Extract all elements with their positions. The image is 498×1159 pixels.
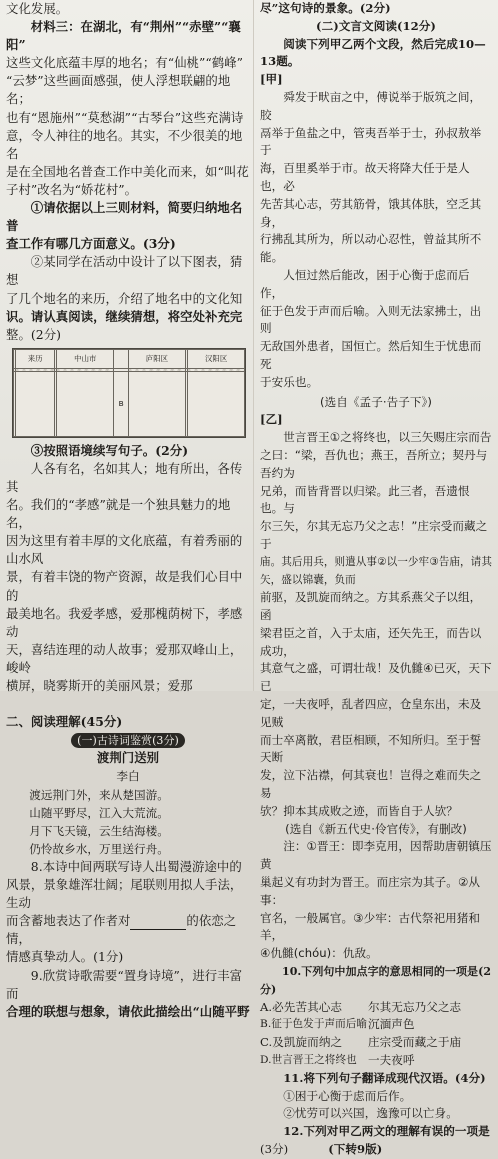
question-8: 8.本诗中间两联写诗人出蜀漫游途中的: [30, 858, 242, 874]
q10-option-c[interactable]: [260, 1034, 492, 1052]
poem-line: 月下飞天镜，云生结海楼。: [29, 823, 169, 838]
passage-line: 之曰：“梁，吾仇也；燕王，吾所立；契丹与吾约为: [260, 447, 488, 480]
subsection-badge: (一)古诗词鉴赏(3分): [71, 733, 185, 748]
passage-line: 先苦其心志，劳其筋骨，饿其体肤，空乏其身，: [260, 196, 482, 229]
passage-label: [乙]: [260, 412, 283, 427]
question-9-cont: 合理的联想与想象，请依此描绘出“山随平野: [6, 1003, 250, 1019]
q10-option-b[interactable]: [260, 1016, 492, 1034]
table-header-cell: 庐阳区: [129, 349, 186, 368]
option-text: A.必先苦其心志: [260, 999, 343, 1014]
passage-line: 定，一夫夜呼，乱者四应，仓皇东出，未及见贼: [260, 697, 482, 729]
material3-line: 也有“恩施州”“莫愁湖”“古琴台”这些充满诗: [6, 109, 244, 125]
question-3: ③按照语境续写句子。(2分): [30, 442, 189, 458]
passage-source: (选自《新五代史·伶官传》，有删改): [285, 821, 467, 836]
passage-line: 无敌国外患者，国恒亡。然后知生于忧患而死: [260, 339, 482, 371]
passage-line: 其意气之盛，可谓壮哉！及仇雠④已灭，天下已: [260, 661, 492, 694]
passage-line: 舜发于畎亩之中，傅说举于版筑之间，胶: [260, 89, 482, 122]
q10-option-a[interactable]: [260, 999, 492, 1017]
note-line: ④仇雠(chóu)：仇敌。: [260, 946, 378, 961]
poem-line: 山随平野尽，江入大荒流。: [29, 805, 169, 820]
passage-label: [甲]: [260, 72, 283, 87]
section-heading: 二、阅读理解(45分): [6, 714, 123, 730]
question-9: 9.欣赏诗歌需要“置身诗境”，进行丰富而: [6, 967, 243, 1001]
table-header-cell: 来历: [16, 349, 55, 368]
question-8-cont: 情感真挚动人。(1分): [6, 949, 124, 965]
passage-line: 人恒过然后能改，困于心衡于虑而后作，: [260, 267, 470, 300]
passage-line: 前驱，及凯旋而纳之。方其系燕父子以组，函: [260, 590, 482, 623]
option-text: D.世言晋王之将终也: [260, 1054, 357, 1067]
material3-line: “云梦”这些画面感强，使人浮想联翩的地名；: [6, 73, 231, 107]
left-column: [6, 0, 250, 1019]
q10-option-d[interactable]: [260, 1052, 492, 1070]
passage-line: 世言晋王①之将终也，以三矢赐庄宗而告: [283, 430, 492, 445]
question-10: 10.下列句中加点字的意思相同的一项是(2分): [260, 965, 492, 996]
question-1-cont: 查工作有哪几方面意义。(3分): [6, 236, 176, 252]
table-cell: [57, 372, 114, 437]
question-2: ②某同学在活动中设计了以下图表，猜想: [6, 254, 243, 288]
passage-line: 尔三矢，尔其无忘乃父之志！”庄宗受而藏之于: [260, 519, 488, 551]
question-8-cont: [6, 912, 250, 948]
question-2-cont: 了几个地名的来历，介绍了地名中的文化知: [6, 290, 243, 306]
option-text: 尔其无忘乃父之志: [368, 999, 462, 1014]
place-name-table: [12, 348, 246, 438]
material3-line: 子村”改名为“娇花村”。: [6, 181, 138, 197]
table-mark: B: [114, 372, 129, 437]
passage-source: (选自《孟子·告子下》): [320, 394, 432, 409]
option-text: 一夫夜呼: [368, 1053, 415, 1068]
material-label: 材料三：在湖北，有“荆州”“赤壁”“襄阳”: [6, 19, 241, 53]
q12-points: (3分): [260, 1142, 289, 1156]
q3-text: 最美地名。我爱孝感，爱那槐荫树下，孝感动: [6, 605, 243, 639]
note-line: 注：①晋王：即李克用，因帮助唐朝镇压黄: [260, 839, 492, 872]
text-line: 文化发展。: [6, 1, 69, 16]
passage-line: 欤？抑本其成败之迹，而皆自于人欤？: [260, 803, 458, 818]
q8-text: 而含蓄地表达了作者对: [6, 913, 131, 929]
poem-title: 渡荆门送别: [96, 750, 160, 766]
option-text: C.及凯旋而纳之: [260, 1035, 343, 1050]
option-text: 沉湎声色: [368, 1017, 415, 1032]
question-1: ①请依据以上三则材料，简要归纳地名普: [6, 200, 243, 234]
continued-note: (下转9版): [328, 1142, 383, 1156]
subsection-heading: (二)文言文阅读(12分): [316, 18, 436, 33]
q11-item: ②忧劳可以兴国，逸豫可以亡身。: [283, 1106, 458, 1121]
question-2-cont: 整。(2分): [6, 326, 62, 342]
instruction: 阅读下列甲乙两个文段，然后完成10—: [283, 36, 486, 51]
passage-line: 发，泣下沾襟，何其衰也！岂得之难而失之易: [260, 768, 482, 801]
poem-line: 仍怜故乡水，万里送行舟。: [29, 841, 169, 856]
q11-item: ①困于心衡于虑而后作。: [283, 1088, 412, 1103]
answer-blank[interactable]: [130, 917, 186, 930]
option-text: B.征于色发于声而后喻: [260, 1018, 368, 1031]
table-cell: [188, 372, 245, 437]
table-cell: [129, 372, 186, 437]
passage-line: 庙。其后用兵，则遣从事②以一少牢③告庙，请其矢，盛以锦囊，负而: [260, 555, 492, 586]
instruction: 13题。: [260, 54, 300, 69]
q3-text: 人各有名，名如其人；地有所出，各传其: [6, 460, 243, 494]
question-8-cont: 风景，景象雄浑壮阔；尾联则用拟人手法，生动: [6, 877, 243, 911]
column-divider: [253, 0, 254, 691]
question-12: 12.下列对甲乙两文的理解有误的一项是: [283, 1124, 490, 1139]
subsection-heading: [6, 731, 250, 749]
table-header-cell: [114, 349, 129, 368]
table-header-cell: 汉阳区: [188, 349, 245, 368]
passage-line: 而士卒离散，君臣相顾，不知所归。至于誓天断: [260, 732, 482, 765]
table-cell: [16, 372, 55, 437]
question-2-cont: 识。请认真阅读，继续猜想，将空处补充完: [6, 308, 243, 324]
passage-line: 征于色发于声而后喻。入则无法家拂士，出则: [260, 303, 482, 336]
table-header-cell: 中山市: [57, 349, 114, 368]
q3-text: 横屏，晓雾斯开的美丽风景；爱那: [6, 678, 193, 693]
material3-line: [6, 18, 250, 54]
question-11: 11.将下列句子翻译成现代汉语。(4分): [283, 1070, 486, 1085]
passage-line: 海，百里奚举于市。故天将降大任于是人也，必: [260, 161, 470, 193]
poem-author: 李白: [116, 769, 140, 784]
text-line: 尽”这句诗的景象。(2分): [260, 1, 391, 15]
q3-text: 天，喜结连理的动人故事；爱那双峰山上，峻岭: [6, 641, 243, 675]
q3-text: 景，有着丰饶的物产资源，故是我们心目中的: [6, 569, 243, 603]
note-line: 巢起义有功封为晋王。而庄宗为其子。②从事：: [260, 875, 481, 907]
passage-line: 行拂乱其所为，所以动心忍性，曾益其所不能。: [260, 232, 482, 265]
poem-line: 渡远荆门外，来从楚国游。: [29, 787, 169, 802]
passage-line: 兄弟，而皆背晋以归梁。此三者，吾遗恨也。与: [260, 483, 470, 516]
passage-line: 鬲举于鱼盐之中，管夷吾举于士，孙叔敖举于: [260, 125, 482, 158]
passage-line: 于安乐也。: [260, 374, 319, 389]
question-12-cont: [260, 1141, 492, 1159]
q3-text: 名。我们的“孝感”就是一个独具魅力的地名，: [6, 497, 231, 531]
note-line: 官名，一般属官。③少牢：古代祭祀用猪和羊，: [260, 910, 481, 943]
material3-line: 是在全国地名普查工作中美化而来，如“叫花: [6, 163, 249, 179]
right-column: [260, 0, 492, 1156]
material3-line: 意，令人神往的地名。其实，不少很美的地名: [6, 127, 243, 161]
answer-blank-line: [6, 695, 250, 713]
passage-line: 梁君臣之首，入于太庙，还矢先王，而告以成功，: [260, 625, 482, 658]
material3-line: 这些文化底蕴丰厚的地名；有“仙桃”“鹤峰”: [6, 55, 244, 71]
option-text: 庄宗受而藏之于庙: [368, 1035, 462, 1050]
q3-text: 因为这里有着丰厚的文化底蕴，有着秀丽的山水风: [6, 533, 243, 567]
q8-text: 的依恋之情，: [6, 913, 237, 947]
